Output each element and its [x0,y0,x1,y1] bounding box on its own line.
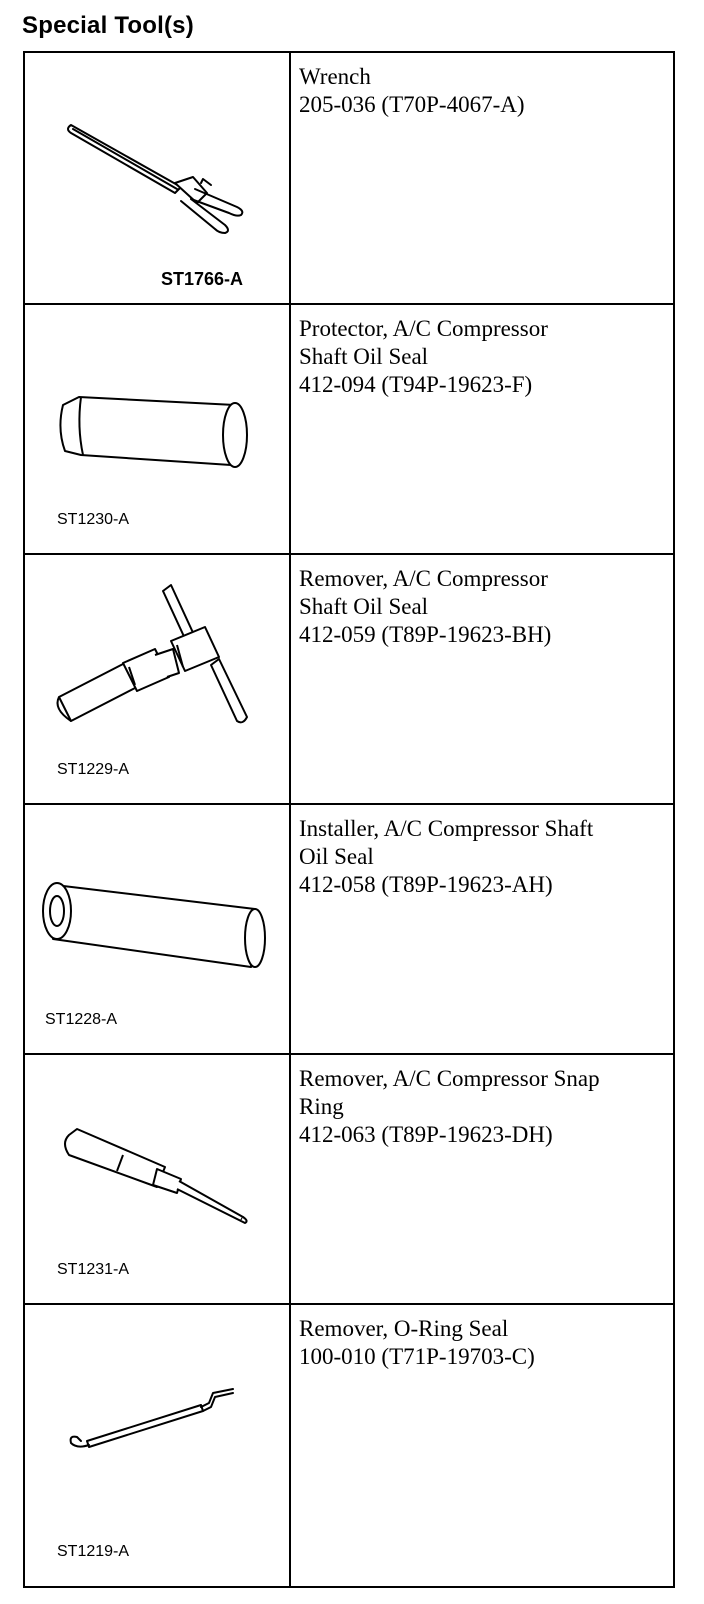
tool-code: ST1230-A [57,511,130,528]
tool-row-o-ring-remover [25,1305,673,1586]
tool-row-seal-remover [25,555,673,805]
tool-description [299,1065,663,1149]
tool-description [299,315,663,399]
tool-part-number: 412-058 (T89P-19623-AH) [299,872,553,897]
tool-part-number: 100-010 (T71P-19703-C) [299,1344,535,1369]
tool-code: ST1219-A [57,1543,130,1560]
tool-row-protector [25,305,673,555]
tool-name-line: Ring [299,1094,344,1119]
tool-name-line: Oil Seal [299,844,374,869]
tool-name-line: Remover, A/C Compressor Snap [299,1066,600,1091]
tool-name-line: Shaft Oil Seal [299,344,429,369]
tool-code: ST1229-A [57,761,130,778]
tool-code: ST1228-A [45,1011,118,1028]
tool-image-cell [25,1305,291,1586]
tool-name-line: Shaft Oil Seal [299,594,429,619]
tool-image-cell [25,555,291,803]
tool-part-number: 412-094 (T94P-19623-F) [299,372,533,397]
tool-image-cell [25,805,291,1053]
tool-row-snap-ring-remover [25,1055,673,1305]
tool-part-number: 412-059 (T89P-19623-BH) [299,622,552,647]
tool-description [299,63,663,119]
tool-row-wrench [25,53,673,305]
tool-code: ST1766-A [161,269,244,289]
tool-description [299,1315,663,1371]
tool-code: ST1231-A [57,1261,130,1278]
tool-description [299,815,663,899]
tool-description [299,565,663,649]
tool-part-number: 412-063 (T89P-19623-DH) [299,1122,553,1147]
tool-image-cell [25,53,291,303]
tool-name-line: Remover, A/C Compressor [299,566,548,591]
special-tools-table [23,51,675,1588]
tool-name-line: Wrench [299,64,371,89]
tool-name-line: Installer, A/C Compressor Shaft [299,816,594,841]
tool-row-installer [25,805,673,1055]
tool-image-cell [25,1055,291,1303]
page-heading: Special Tool(s) [22,12,194,39]
tool-name-line: Remover, O-Ring Seal [299,1316,509,1341]
wrench-icon [25,53,287,303]
tool-image-cell [25,305,291,553]
tool-name-line: Protector, A/C Compressor [299,316,548,341]
tool-part-number: 205-036 (T70P-4067-A) [299,92,525,117]
